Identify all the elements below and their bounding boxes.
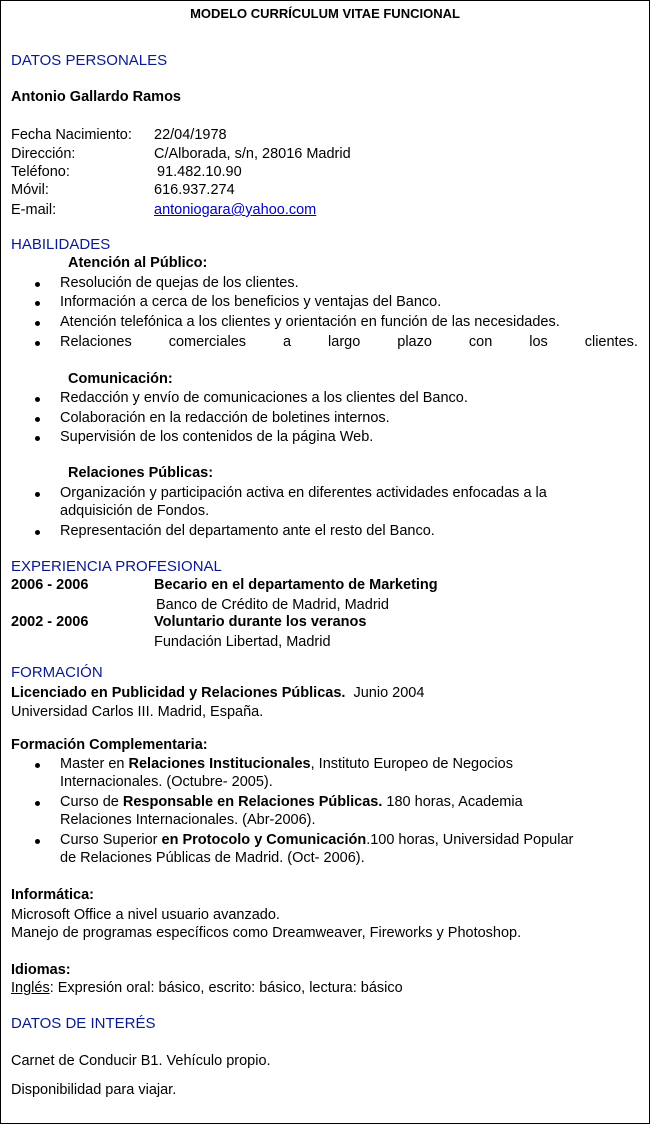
justified-word: a	[283, 334, 292, 350]
candidate-name: Antonio Gallardo Ramos	[11, 89, 181, 105]
course-text: , Instituto Europeo de Negocios	[310, 756, 513, 772]
course-name: en Protocolo y Comunicación	[161, 832, 367, 848]
degree-line	[11, 684, 424, 702]
complementary-title: Formación Complementaria:	[11, 737, 208, 753]
it-line: Microsoft Office a nivel usuario avanzado.	[11, 907, 280, 923]
skill-group-title: Atención al Público:	[68, 255, 208, 271]
bullet-icon	[35, 492, 40, 497]
section-heading-interests: DATOS DE INTERÉS	[11, 1015, 156, 1032]
bullet-icon	[35, 301, 40, 306]
experience-org: Banco de Crédito de Madrid, Madrid	[156, 597, 389, 613]
bullet-icon	[35, 436, 40, 441]
experience-dates: 2006 - 2006	[11, 577, 89, 593]
course-line-2: Relaciones Internacionales. (Abr-2006).	[60, 812, 316, 828]
skill-item: Información a cerca de los beneficios y ventajas del Banco.	[60, 294, 442, 310]
it-title: Informática:	[11, 887, 94, 903]
email-link[interactable]: antoniogara@yahoo.com	[154, 202, 317, 218]
course-line	[60, 755, 513, 773]
experience-role: Voluntario durante los veranos	[154, 614, 367, 630]
experience-dates: 2002 - 2006	[11, 614, 89, 630]
language-line	[11, 979, 403, 997]
section-heading-personal: DATOS PERSONALES	[11, 52, 168, 69]
course-text: .100 horas, Universidad Popular	[366, 832, 574, 848]
language-name: Inglés	[11, 980, 50, 996]
degree-title: Licenciado en Publicidad y Relaciones Públicas.	[11, 685, 346, 701]
skill-item: Organización y participación activa en diferentes actividades enfocadas a la	[60, 485, 547, 501]
bullet-icon	[35, 839, 40, 844]
skill-item: Redacción y envío de comunicaciones a los clientes del Banco.	[60, 390, 468, 406]
skill-item-continuation: adquisición de Fondos.	[60, 503, 210, 519]
languages-title: Idiomas:	[11, 962, 71, 978]
justified-word: plazo	[397, 334, 432, 350]
value-phone: 91.482.10.90	[157, 164, 242, 180]
label-address: Dirección:	[11, 146, 76, 162]
bullet-icon	[35, 321, 40, 326]
skill-item: Representación del departamento ante el resto del Banco.	[60, 523, 435, 539]
university: Universidad Carlos III. Madrid, España.	[11, 704, 264, 720]
course-text: Curso de	[60, 794, 123, 810]
bullet-icon	[35, 397, 40, 402]
skill-item: Colaboración en la redacción de boletines internos.	[60, 410, 390, 426]
justified-word: Relaciones	[60, 334, 132, 350]
document-title: MODELO CURRÍCULUM VITAE FUNCIONAL	[190, 6, 460, 21]
interest-line: Disponibilidad para viajar.	[11, 1082, 177, 1098]
experience-org: Fundación Libertad, Madrid	[154, 634, 331, 650]
bullet-icon	[35, 341, 40, 346]
label-email: E-mail:	[11, 202, 57, 218]
bullet-icon	[35, 417, 40, 422]
section-heading-education: FORMACIÓN	[11, 664, 103, 681]
justified-word: largo	[328, 334, 361, 350]
it-line: Manejo de programas específicos como Dreamweaver, Fireworks y Photoshop.	[11, 925, 522, 941]
bullet-icon	[35, 282, 40, 287]
bullet-icon	[35, 530, 40, 535]
section-heading-experience: EXPERIENCIA PROFESIONAL	[11, 558, 222, 575]
language-detail: : Expresión oral: básico, escrito: básico, lectura: básico	[49, 980, 403, 996]
label-birthdate: Fecha Nacimiento:	[11, 127, 132, 143]
bullet-icon	[35, 801, 40, 806]
skill-group-title: Comunicación:	[68, 371, 173, 387]
course-line-2: de Relaciones Públicas de Madrid. (Oct- 2006).	[60, 850, 365, 866]
course-line	[60, 793, 523, 811]
course-name: Responsable en Relaciones Públicas.	[122, 794, 383, 810]
interest-line: Carnet de Conducir B1. Vehículo propio.	[11, 1053, 271, 1069]
value-address: C/Alborada, s/n, 28016 Madrid	[154, 146, 351, 162]
course-text: Curso Superior	[60, 832, 162, 848]
value-mobile: 616.937.274	[154, 182, 235, 198]
justified-word: comerciales	[168, 334, 247, 350]
course-text: 180 horas, Academia	[382, 794, 523, 810]
label-phone: Teléfono:	[11, 164, 70, 180]
course-line	[60, 831, 573, 849]
bullet-icon	[35, 763, 40, 768]
skill-item: Atención telefónica a los clientes y orientación en función de las necesidades.	[60, 314, 560, 330]
skill-item: Supervisión de los contenidos de la página Web.	[60, 429, 374, 445]
course-text: Master en	[60, 756, 129, 772]
justified-word: clientes.	[584, 334, 638, 350]
course-line-2: Internacionales. (Octubre- 2005).	[60, 774, 273, 790]
skill-item: Resolución de quejas de los clientes.	[60, 275, 299, 291]
skill-group-title: Relaciones Públicas:	[68, 465, 214, 481]
value-birthdate: 22/04/1978	[154, 127, 227, 143]
course-name: Relaciones Institucionales	[128, 756, 311, 772]
section-heading-skills: HABILIDADES	[11, 236, 111, 253]
degree-date: Junio 2004	[353, 685, 425, 701]
justified-word: con	[468, 334, 493, 350]
experience-role: Becario en el departamento de Marketing	[154, 577, 438, 593]
justified-word: los	[529, 334, 548, 350]
skill-item-justified	[60, 333, 638, 351]
label-mobile: Móvil:	[11, 182, 49, 198]
